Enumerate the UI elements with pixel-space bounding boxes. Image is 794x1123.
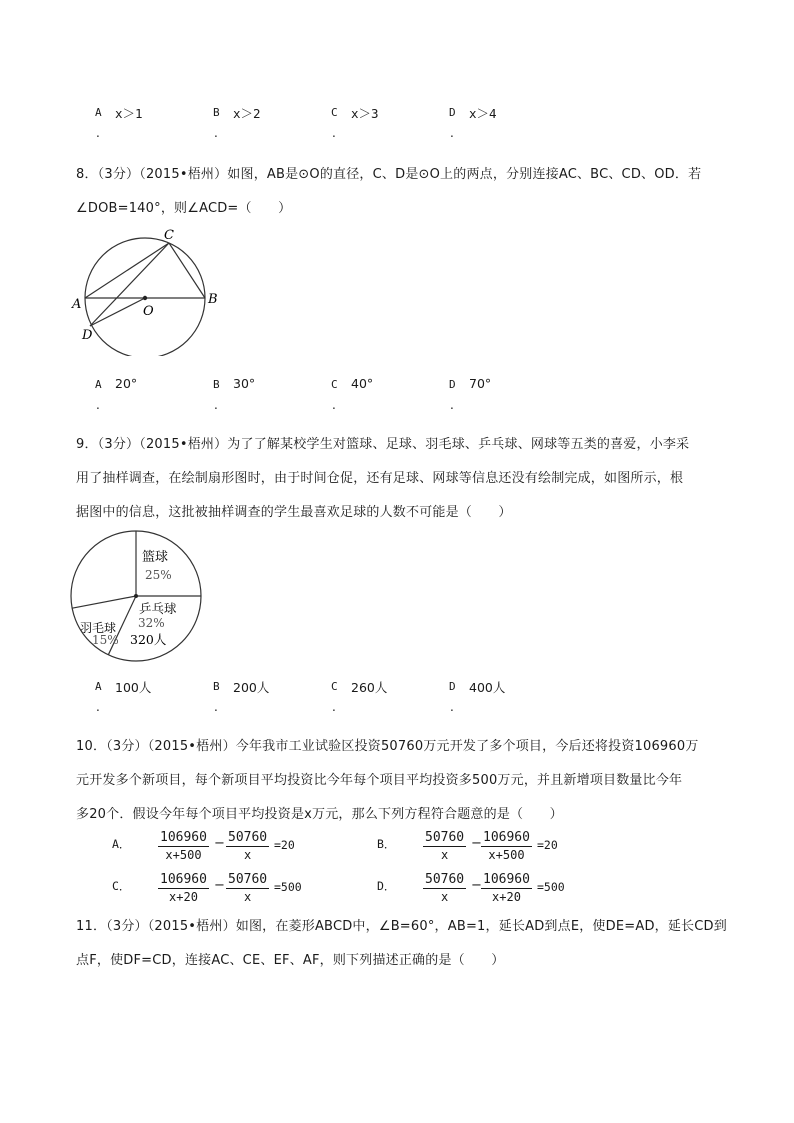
- option-text: 260人: [351, 680, 388, 695]
- question-8: [76, 158, 724, 226]
- option-dot: .: [450, 700, 454, 714]
- denominator: x: [243, 848, 252, 862]
- denominator: x+500: [488, 848, 525, 862]
- option-text: 70°: [469, 376, 492, 391]
- option-letter: B．: [377, 837, 396, 851]
- fraction-2: [481, 830, 532, 863]
- q7-options: [95, 104, 615, 144]
- numerator: 106960: [483, 872, 530, 887]
- segment-bc: [169, 243, 205, 298]
- option-dot: .: [96, 126, 100, 140]
- rhs: =20: [274, 838, 295, 852]
- q9-line-1: 9．（3分）（2015•梧州）为了了解某校学生对篮球、足球、羽毛球、乒乓球、网球等五类的喜爱，小李采: [76, 437, 690, 452]
- pie-slice-boundary-3: [72, 596, 136, 608]
- option-dot: .: [332, 398, 336, 412]
- option-text: x＞3: [351, 106, 379, 121]
- q8-circle-figure: [66, 226, 226, 356]
- option-dot: .: [332, 700, 336, 714]
- q9-options: [95, 678, 615, 718]
- denominator: x+20: [492, 890, 521, 904]
- option-letter: C．: [112, 879, 131, 893]
- pingpong-label: 乒乓球: [139, 601, 177, 616]
- fraction-1: [158, 830, 209, 863]
- rhs: =500: [274, 880, 302, 894]
- denominator: x: [440, 848, 449, 862]
- q8-line-1: 8．（3分）（2015•梧州）如图，AB是⊙O的直径，C、D是⊙O上的两点，分别连接AC、BC、CD、OD．若: [76, 167, 702, 182]
- option-text: x＞2: [233, 106, 261, 121]
- badminton-pct: 15%: [92, 633, 119, 647]
- center-point: [143, 296, 147, 300]
- q11-line-2: 点F，使DF=CD，连接AC、CE、EF、AF，则下列描述正确的是（ ）: [76, 953, 505, 968]
- option-dot: .: [214, 398, 218, 412]
- question-9: [76, 428, 724, 530]
- numerator: 50760: [425, 830, 465, 845]
- q8-line-2: ∠DOB=140°，则∠ACD=（ ）: [76, 201, 292, 216]
- option-dot: .: [332, 126, 336, 140]
- label-a: A: [72, 297, 82, 312]
- numerator: 106960: [483, 830, 530, 845]
- denominator: x+20: [169, 890, 198, 904]
- minus-sign: −: [471, 878, 482, 893]
- question-11: [76, 910, 727, 978]
- q10-option-b[interactable]: [377, 830, 617, 866]
- numerator: 50760: [425, 872, 465, 887]
- fraction-1: [423, 830, 466, 863]
- q9-line-2: 用了抽样调查，在绘制扇形图时，由于时间仓促，还有足球、网球等信息还没有绘制完成，如图所示，根: [76, 471, 684, 486]
- option-letter: D: [449, 378, 456, 391]
- label-b: B: [208, 292, 218, 307]
- q10-line-3: 多20个．假设今年每个项目平均投资是x万元，那么下列方程符合题意的是（ ）: [76, 807, 563, 822]
- q10-option-d[interactable]: [377, 872, 617, 908]
- badminton-label: 羽毛球: [80, 621, 117, 635]
- segment-cd: [90, 243, 169, 326]
- option-text: 40°: [351, 376, 374, 391]
- minus-sign: −: [471, 836, 482, 851]
- q10-line-2: 元开发多个新项目，每个新项目平均投资比今年每个项目平均投资多500万元，并且新增项目数量比今年: [76, 773, 683, 788]
- numerator: 106960: [160, 830, 207, 845]
- option-text: 30°: [233, 376, 256, 391]
- option-letter: C: [331, 106, 338, 119]
- pingpong-count: 320人: [130, 632, 167, 647]
- basketball-pct: 25%: [145, 568, 172, 582]
- option-letter: D: [449, 680, 456, 693]
- fraction-2: [226, 872, 269, 905]
- numerator: 50760: [228, 872, 268, 887]
- segment-od: [90, 298, 145, 326]
- q9-line-3: 据图中的信息，这批被抽样调查的学生最喜欢足球的人数不可能是（ ）: [76, 505, 512, 520]
- pie-center: [134, 594, 138, 598]
- basketball-label: 篮球: [142, 550, 169, 565]
- option-letter: B: [213, 106, 220, 119]
- option-text: 100人: [115, 680, 152, 695]
- label-d: D: [82, 328, 93, 343]
- minus-sign: −: [214, 836, 225, 851]
- rhs: =500: [537, 880, 565, 894]
- rhs: =20: [537, 838, 558, 852]
- option-letter: A．: [112, 837, 131, 851]
- option-letter: B: [213, 680, 220, 693]
- q9-pie-chart: [66, 526, 206, 666]
- segment-ac: [85, 243, 169, 298]
- option-text: 20°: [115, 376, 138, 391]
- denominator: x: [440, 890, 449, 904]
- q10-line-1: 10．（3分）（2015•梧州）今年我市工业试验区投资50760万元开发了多个项目，今后还将投资106960万: [76, 739, 699, 754]
- option-dot: .: [450, 398, 454, 412]
- option-dot: .: [214, 700, 218, 714]
- numerator: 106960: [160, 872, 207, 887]
- label-o: O: [143, 304, 154, 319]
- fraction-1: [158, 872, 209, 905]
- option-letter: B: [213, 378, 220, 391]
- fraction-1: [423, 872, 466, 905]
- option-text: 400人: [469, 680, 506, 695]
- label-c: C: [164, 228, 174, 243]
- question-10: [76, 730, 724, 832]
- pingpong-pct: 32%: [138, 616, 165, 630]
- numerator: 50760: [228, 830, 268, 845]
- option-text: 200人: [233, 680, 270, 695]
- option-text: x＞4: [469, 106, 497, 121]
- denominator: x+500: [165, 848, 202, 862]
- option-letter: A: [95, 680, 102, 693]
- option-text: x＞1: [115, 106, 143, 121]
- q11-line-1: 11．（3分）（2015•梧州）如图，在菱形ABCD中，∠B=60°，AB=1，延长AD到点E，使DE=AD，延长CD到: [76, 919, 727, 934]
- option-letter: C: [331, 378, 338, 391]
- fraction-2: [226, 830, 269, 863]
- fraction-2: [481, 872, 532, 905]
- q10-option-a[interactable]: [112, 830, 352, 866]
- option-dot: .: [214, 126, 218, 140]
- q10-option-c[interactable]: [112, 872, 352, 908]
- option-letter: A: [95, 378, 102, 391]
- option-letter: D: [449, 106, 456, 119]
- option-dot: .: [450, 126, 454, 140]
- option-letter: C: [331, 680, 338, 693]
- denominator: x: [243, 890, 252, 904]
- minus-sign: −: [214, 878, 225, 893]
- q8-options: [95, 376, 615, 416]
- option-letter: D．: [377, 879, 396, 893]
- option-dot: .: [96, 398, 100, 412]
- option-dot: .: [96, 700, 100, 714]
- option-letter: A: [95, 106, 102, 119]
